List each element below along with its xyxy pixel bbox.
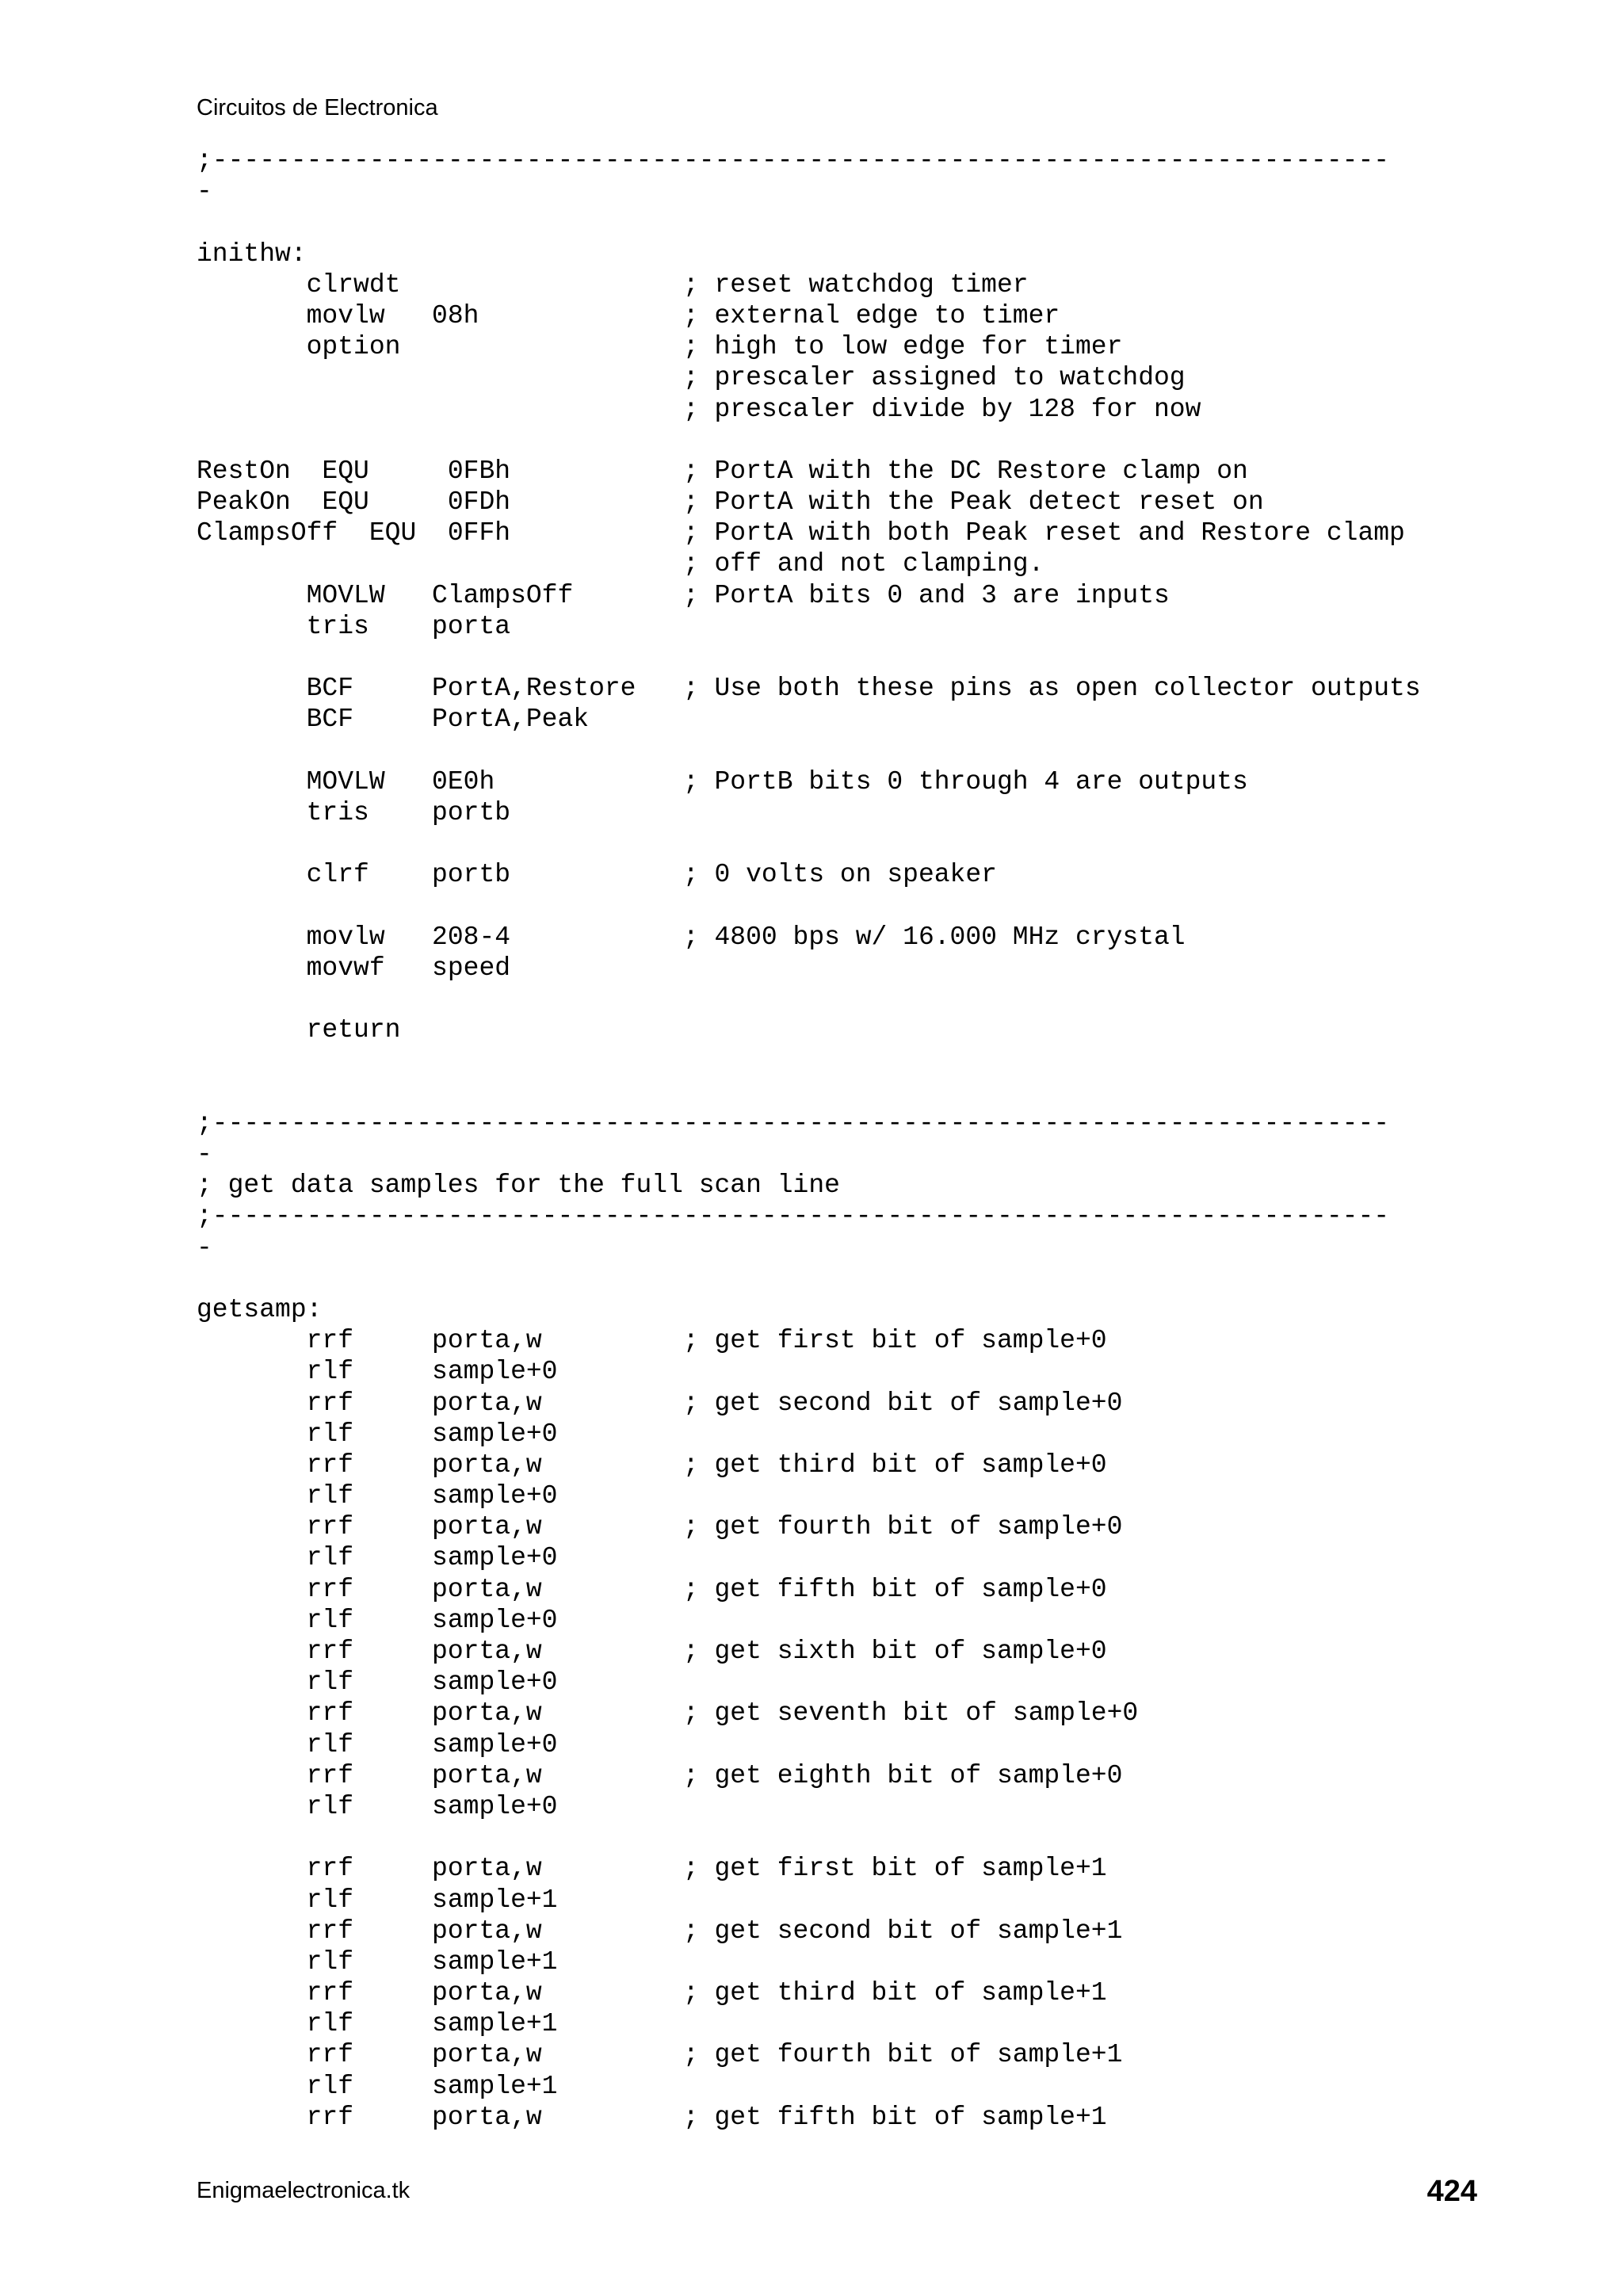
code-line: movwf speed	[197, 953, 511, 983]
code-line	[197, 1045, 1421, 1076]
code-line	[197, 425, 1421, 456]
code-line: -	[197, 177, 212, 207]
code-line: rlf sample+0	[197, 1543, 558, 1573]
code-line: return	[197, 1015, 401, 1045]
code-line: rrf porta,w ; get fourth bit of sample+0	[197, 1512, 1123, 1542]
code-line: rrf porta,w ; get eighth bit of sample+0	[197, 1760, 1123, 1790]
code-line: rlf sample+0	[197, 1729, 558, 1759]
code-line	[197, 1822, 1421, 1853]
code-line: rrf porta,w ; get seventh bit of sample+0	[197, 1698, 1139, 1729]
code-line: rrf porta,w ; get sixth bit of sample+0	[197, 1637, 1107, 1666]
code-line: rrf porta,w ; get fourth bit of sample+1	[197, 2040, 1123, 2070]
code-line: ; prescaler assigned to watchdog	[197, 363, 1186, 393]
code-line: rrf porta,w ; get fifth bit of sample+0	[197, 1574, 1107, 1604]
code-line: rlf sample+0	[197, 1419, 558, 1449]
code-line: BCF PortA,Restore ; Use both these pins as open collector outputs	[197, 674, 1421, 704]
code-line: rrf porta,w ; get first bit of sample+1	[197, 1854, 1107, 1884]
code-line: tris portb	[197, 797, 511, 827]
code-line	[197, 207, 1421, 238]
code-line: ; get data samples for the full scan line	[197, 1171, 840, 1201]
page-number: 424	[1426, 2175, 1477, 2208]
code-line: rrf porta,w ; get fifth bit of sample+1	[197, 2102, 1107, 2132]
code-line: ClampsOff EQU 0FFh ; PortA with both Peak reset and Restore clamp	[197, 518, 1405, 548]
footer-site: Enigmaelectronica.tk	[197, 2178, 411, 2203]
code-line: rrf porta,w ; get third bit of sample+1	[197, 1978, 1107, 2008]
code-line: clrf portb ; 0 volts on speaker	[197, 860, 997, 890]
code-line: rrf porta,w ; get second bit of sample+0	[197, 1388, 1123, 1418]
code-line: -	[197, 1140, 212, 1169]
code-line: ; off and not clamping.	[197, 549, 1044, 579]
code-line: option ; high to low edge for timer	[197, 332, 1123, 362]
code-line: rlf sample+0	[197, 1357, 558, 1387]
code-line	[197, 735, 1421, 766]
page-header-title: Circuitos de Electronica	[197, 95, 438, 120]
code-line: rlf sample+1	[197, 2009, 558, 2039]
code-line: rlf sample+0	[197, 1481, 558, 1511]
code-line: rlf sample+0	[197, 1605, 558, 1635]
code-line: PeakOn EQU 0FDh ; PortA with the Peak detect reset on	[197, 487, 1264, 518]
code-line: rlf sample+1	[197, 1885, 558, 1915]
code-line: ;---------------------------------------------------------------------------	[197, 1201, 1390, 1232]
code-line: movlw 08h ; external edge to timer	[197, 300, 1060, 330]
code-line: tris porta	[197, 611, 511, 641]
code-line	[197, 891, 1421, 922]
code-line: rlf sample+1	[197, 2071, 558, 2101]
code-line: MOVLW ClampsOff ; PortA bits 0 and 3 are inputs	[197, 580, 1170, 610]
code-line: RestOn EQU 0FBh ; PortA with the DC Restore clamp on	[197, 456, 1248, 486]
code-line: inithw:	[197, 239, 307, 269]
code-line: rrf porta,w ; get third bit of sample+0	[197, 1450, 1107, 1480]
code-line	[197, 1077, 1421, 1108]
code-line: BCF PortA,Peak	[197, 705, 590, 735]
code-line: rlf sample+0	[197, 1668, 558, 1698]
code-line: -	[197, 1232, 212, 1263]
code-line: ; prescaler divide by 128 for now	[197, 394, 1201, 424]
code-line: rlf sample+1	[197, 1946, 558, 1977]
code-line	[197, 984, 1421, 1014]
code-line	[197, 642, 1421, 673]
code-line: rlf sample+0	[197, 1791, 558, 1821]
assembly-code-listing	[197, 145, 1421, 2133]
code-line: rrf porta,w ; get first bit of sample+0	[197, 1326, 1107, 1356]
code-line: MOVLW 0E0h ; PortB bits 0 through 4 are outputs	[197, 766, 1248, 797]
code-line: ;---------------------------------------------------------------------------	[197, 146, 1390, 175]
code-line: ;---------------------------------------------------------------------------	[197, 1108, 1390, 1138]
code-line	[197, 1263, 1421, 1294]
code-line	[197, 828, 1421, 859]
code-line: movlw 208-4 ; 4800 bps w/ 16.000 MHz crystal	[197, 922, 1186, 952]
code-line: getsamp:	[197, 1294, 323, 1324]
code-line: rrf porta,w ; get second bit of sample+1	[197, 1916, 1123, 1946]
code-line: clrwdt ; reset watchdog timer	[197, 269, 1029, 300]
